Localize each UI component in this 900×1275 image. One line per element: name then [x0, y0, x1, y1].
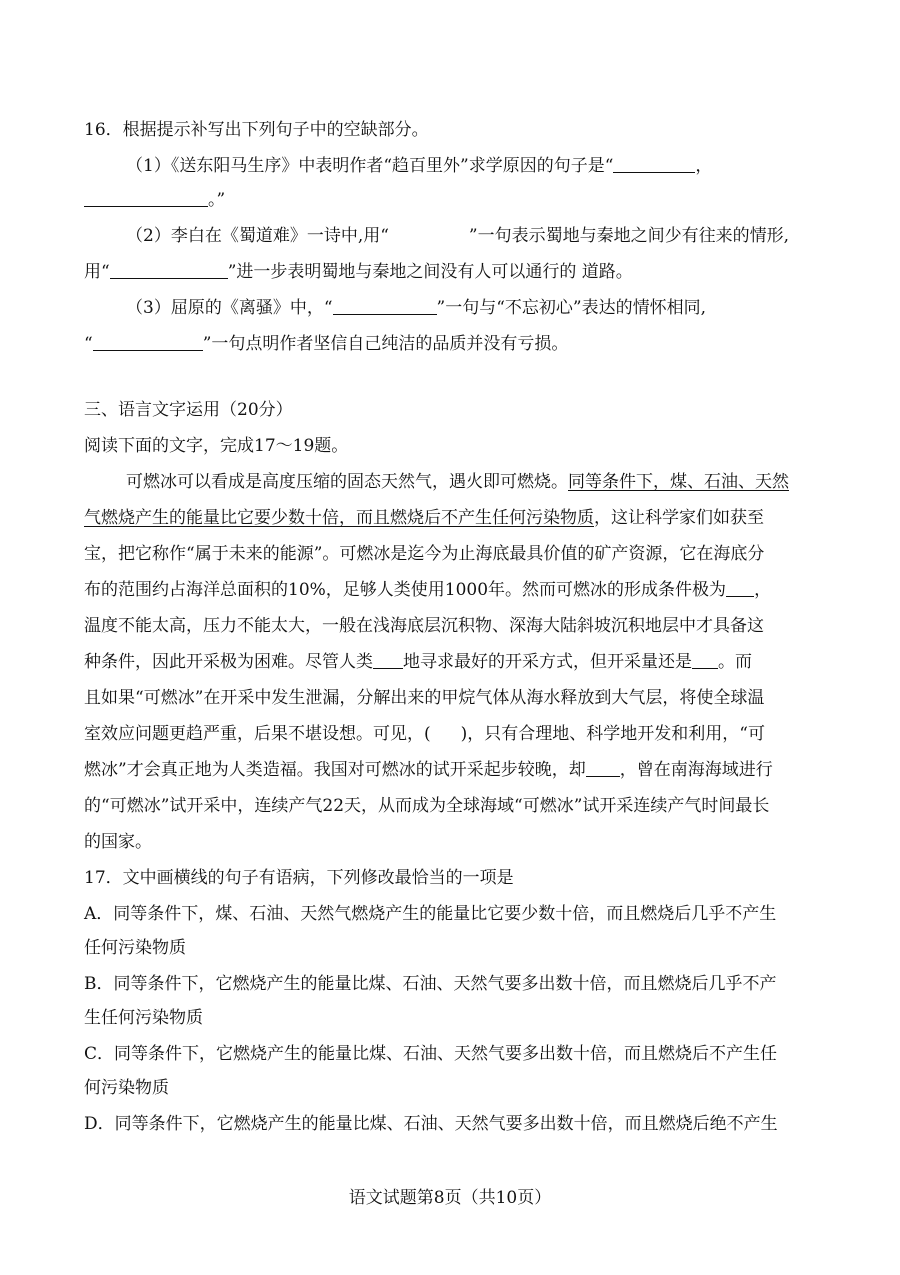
- fill-blank[interactable]: [586, 758, 620, 777]
- passage-text: )，只有合理地、科学地开发和利用，“可: [460, 724, 765, 744]
- q16-part1-cont: [84, 188, 822, 212]
- q16-part3-text: （3）屈原的《离骚》中，“: [126, 298, 333, 318]
- q16-part3-text3: ”一句点明作者坚信自己纯洁的品质并没有亏损。: [202, 334, 569, 354]
- q17-option-c-cont: 何污染物质: [84, 1078, 169, 1098]
- passage-line-9: [84, 758, 822, 782]
- q16-part2-text2: ”一句表示蜀地与秦地之间少有往来的情形,: [468, 226, 790, 246]
- passage-line-2: [84, 506, 822, 530]
- passage-line-1: [126, 470, 822, 494]
- q16-part1-text: （1）《送东阳马生序》中表明作者“趋百里外”求学原因的句子是“: [126, 156, 614, 176]
- page-footer: 语文试题第8页（共10页）: [348, 1188, 552, 1208]
- q16-part3: [126, 296, 822, 320]
- passage-line-8: [84, 722, 822, 746]
- passage-line-7: 且如果“可燃冰”在开采中发生泄漏，分解出来的甲烷气体从海水释放到大气层，将使全球温: [84, 688, 765, 708]
- q17-option-c[interactable]: C．同等条件下，它燃烧产生的能量比煤、石油、天然气要多出数十倍，而且燃烧后不产生任: [84, 1044, 778, 1064]
- passage-text: 地寻求最好的开采方式，但开采量还是: [403, 652, 692, 672]
- section3-title: 三、语言文字运用（20分）: [84, 400, 293, 420]
- passage-text: 室效应问题更趋严重，后果不堪设想。可见，(: [84, 724, 431, 744]
- fill-blank[interactable]: [333, 296, 437, 315]
- q16-part2-text3: ”进一步表明蜀地与秦地之间没有人可以通行的 道路。: [227, 262, 633, 282]
- passage-line-3: 宝，把它称作“属于未来的能源”。可燃冰是迄今为止海底最具价值的矿产资源，它在海底分: [84, 544, 765, 564]
- underlined-sentence: 同等条件下，煤、石油、天然: [568, 472, 789, 492]
- q17-option-a-cont: 任何污染物质: [84, 938, 186, 958]
- fill-blank[interactable]: [613, 154, 695, 173]
- q17-stem: 17．文中画横线的句子有语病，下列修改最恰当的一项是: [84, 868, 514, 888]
- q16-part3-cont: [84, 332, 822, 356]
- q16-part1: [126, 154, 822, 178]
- q16-part3-text2: ”一句与“不忘初心”表达的情怀相同,: [436, 298, 706, 318]
- passage-text: 燃冰”才会真正地为人类造福。我国对可燃冰的试开采起步较晚，却: [84, 760, 586, 780]
- fill-blank[interactable]: [692, 650, 718, 669]
- q17-option-a[interactable]: A．同等条件下，煤、石油、天然气燃烧产生的能量比它要少数十倍，而且燃烧后几乎不产生: [84, 904, 777, 924]
- passage-line-4: [84, 578, 822, 602]
- fill-blank[interactable]: [110, 260, 228, 279]
- passage-line-10: 的“可燃冰”试开采中，连续产气22天，从而成为全球海域“可燃冰”试开采连续产气时间最长: [84, 796, 770, 816]
- q16-title: 16．根据提示补写出下列句子中的空缺部分。: [84, 120, 429, 140]
- q16-part2-cont: [84, 260, 822, 284]
- fill-blank[interactable]: [726, 578, 754, 597]
- passage-text: 种条件，因此开采极为困难。尽管人类: [84, 652, 373, 672]
- passage-text: 布的范围约占海洋总面积的10%，足够人类使用1000年。然而可燃冰的形成条件极为: [84, 580, 727, 600]
- q16-part2: [126, 224, 822, 248]
- q16-part1-comma: ，: [695, 156, 713, 176]
- passage-line-6: [84, 650, 822, 674]
- q16-part1-end: 。”: [208, 190, 226, 210]
- passage-text: ，这让科学家们如获至: [594, 508, 764, 528]
- underlined-sentence: 气燃烧产生的能量比它要少数十倍，而且燃烧后不产生任何污染物质: [84, 508, 594, 528]
- section3-instruction: 阅读下面的文字，完成17～19题。: [84, 436, 349, 456]
- q16-part2-text: （2）李白在《蜀道难》一诗中,用“: [126, 226, 389, 246]
- passage-line-5: 温度不能太高，压力不能太大，一般在浅海底层沉积物、深海大陆斜坡沉积地层中才具备这: [84, 616, 764, 636]
- q17-option-d[interactable]: D．同等条件下，它燃烧产生的能量比煤、石油、天然气要多出数十倍，而且燃烧后绝不产生: [84, 1114, 778, 1134]
- fill-blank[interactable]: [93, 332, 203, 351]
- q17-option-b[interactable]: B．同等条件下，它燃烧产生的能量比煤、石油、天然气要多出数十倍，而且燃烧后几乎不产: [84, 974, 777, 994]
- passage-text: 。而: [718, 652, 752, 672]
- passage-text: 可燃冰可以看成是高度压缩的固态天然气，遇火即可燃烧。: [126, 472, 568, 492]
- passage-text: ，曾在南海海域进行: [619, 760, 773, 780]
- q17-option-b-cont: 生任何污染物质: [84, 1008, 203, 1028]
- fill-blank[interactable]: [373, 650, 403, 669]
- passage-text: ，: [754, 580, 772, 600]
- q16-part2-open: 用“: [84, 262, 110, 282]
- q16-part3-open: “: [84, 334, 93, 354]
- fill-blank[interactable]: [84, 188, 208, 207]
- passage-line-11: 的国家。: [84, 832, 152, 852]
